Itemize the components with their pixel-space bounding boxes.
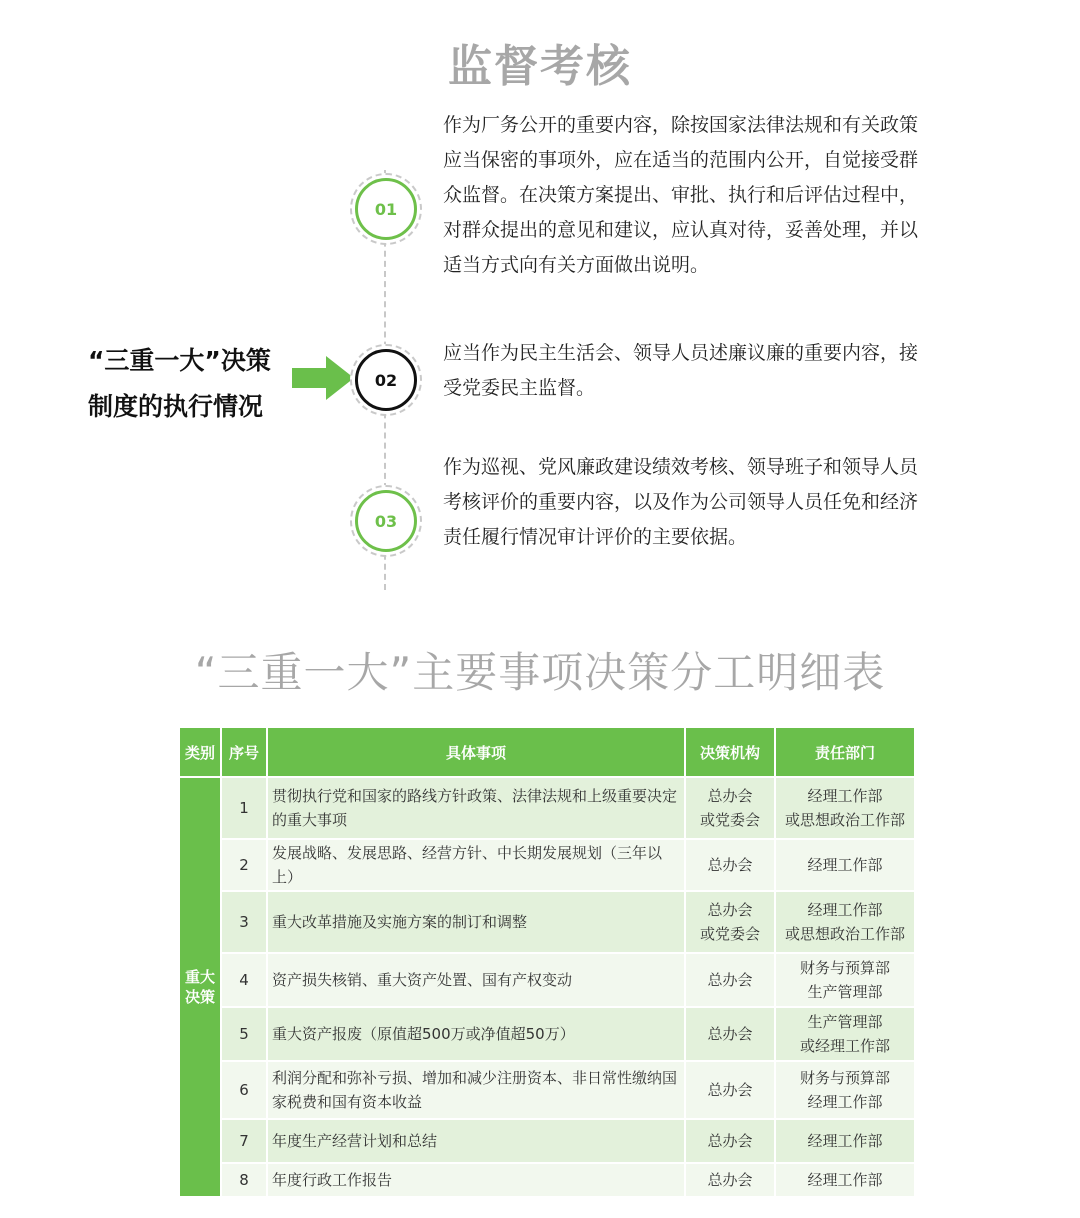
header-category: 类别 [179, 727, 221, 777]
row-org: 总办会 或党委会 [685, 891, 775, 953]
header-org: 决策机构 [685, 727, 775, 777]
row-dept: 经理工作部 [775, 1163, 915, 1197]
section-title-supervision: 监督考核 [448, 41, 632, 92]
row-num: 4 [221, 953, 267, 1007]
row-num: 2 [221, 839, 267, 891]
table-row [179, 1119, 915, 1163]
table-row [179, 1163, 915, 1197]
step-2-badge [350, 344, 422, 416]
row-dept: 经理工作部 [775, 839, 915, 891]
row-num: 6 [221, 1061, 267, 1119]
step-1-badge [350, 173, 422, 245]
row-org: 总办会 [685, 1061, 775, 1119]
header-dept: 责任部门 [775, 727, 915, 777]
row-item: 年度行政工作报告 [267, 1163, 685, 1197]
row-org: 总办会 [685, 1163, 775, 1197]
step-3-number: 03 [355, 490, 417, 552]
header-num: 序号 [221, 727, 267, 777]
row-num: 3 [221, 891, 267, 953]
table-row [179, 891, 915, 953]
step-3-badge [350, 485, 422, 557]
step-2-number: 02 [355, 349, 417, 411]
table-header-row [179, 727, 915, 777]
row-org: 总办会 [685, 953, 775, 1007]
row-dept: 经理工作部 [775, 1119, 915, 1163]
section-title-table: “三重一大”主要事项决策分工明细表 [194, 648, 886, 697]
row-item: 发展战略、发展思路、经营方针、中长期发展规划（三年以上） [267, 839, 685, 891]
left-label-line2: 制度的执行情况 [88, 392, 264, 421]
row-item: 利润分配和弥补亏损、增加和减少注册资本、非日常性缴纳国家税费和国有资本收益 [267, 1061, 685, 1119]
table-row [179, 1061, 915, 1119]
row-num: 5 [221, 1007, 267, 1061]
row-dept: 经理工作部 或思想政治工作部 [775, 891, 915, 953]
category-cell [179, 777, 221, 1197]
row-org: 总办会 或党委会 [685, 777, 775, 839]
row-org: 总办会 [685, 1007, 775, 1061]
row-num: 7 [221, 1119, 267, 1163]
step-1-text: 作为厂务公开的重要内容，除按国家法律法规和有关政策应当保密的事项外，应在适当的范围内公开，自觉接受群众监督。在决策方案提出、审批、执行和后评估过程中，对群众提出的意见和建议，应认真对待，妥善处理，并以适当方式向有关方面做出说明。 [443, 114, 919, 276]
row-org: 总办会 [685, 839, 775, 891]
row-dept: 经理工作部 或思想政治工作部 [775, 777, 915, 839]
step-1-number: 01 [355, 178, 417, 240]
row-item: 资产损失核销、重大资产处置、国有产权变动 [267, 953, 685, 1007]
row-org: 总办会 [685, 1119, 775, 1163]
step-2-text: 应当作为民主生活会、领导人员述廉议廉的重要内容，接受党委民主监督。 [443, 342, 919, 399]
step-3-text: 作为巡视、党风廉政建设绩效考核、领导班子和领导人员考核评价的重要内容，以及作为公司领导人员任免和经济责任履行情况审计评价的主要依据。 [443, 456, 919, 548]
table-row [179, 839, 915, 891]
row-item: 重大资产报废（原值超500万或净值超50万） [267, 1007, 685, 1061]
row-dept: 财务与预算部 生产管理部 [775, 953, 915, 1007]
decision-table [178, 726, 916, 1198]
left-label [88, 338, 271, 430]
row-item: 重大改革措施及实施方案的制订和调整 [267, 891, 685, 953]
row-dept: 生产管理部 或经理工作部 [775, 1007, 915, 1061]
row-item: 年度生产经营计划和总结 [267, 1119, 685, 1163]
table-row [179, 777, 915, 839]
category-label: 重大决策 [184, 968, 215, 1006]
header-item: 具体事项 [267, 727, 685, 777]
arrow-right-icon [292, 356, 354, 400]
table-row [179, 953, 915, 1007]
row-dept: 财务与预算部 经理工作部 [775, 1061, 915, 1119]
left-label-line1: “三重一大”决策 [88, 346, 271, 375]
row-item: 贯彻执行党和国家的路线方针政策、法律法规和上级重要决定的重大事项 [267, 777, 685, 839]
row-num: 8 [221, 1163, 267, 1197]
row-num: 1 [221, 777, 267, 839]
table-row [179, 1007, 915, 1061]
